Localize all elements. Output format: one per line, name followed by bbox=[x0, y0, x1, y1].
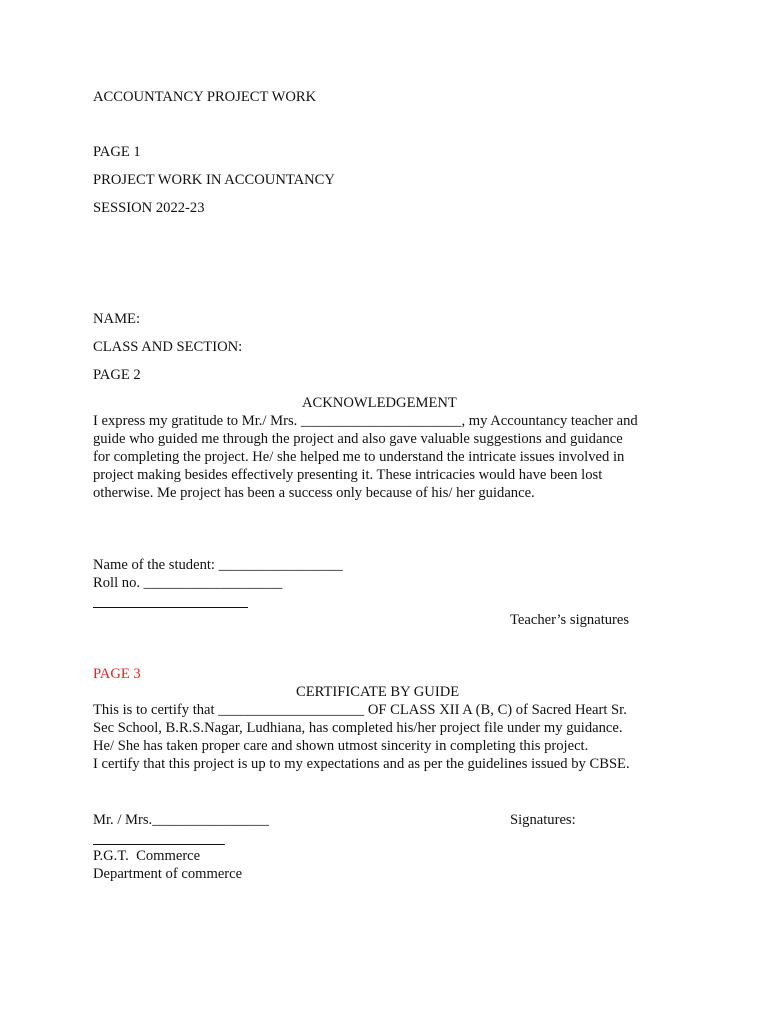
certificate-line: This is to certify that ____________________ OF CLASS XII A (B, C) of Sacred Heart Sr. bbox=[93, 702, 627, 718]
certificate-line: I certify that this project is up to my expectations and as per the guidelines issued by CBSE. bbox=[93, 756, 630, 772]
acknowledgement-line: for completing the project. He/ she helped me to understand the intricate issues involved in bbox=[93, 449, 625, 465]
name-field-label: NAME: bbox=[93, 311, 141, 327]
acknowledgement-line: guide who guided me through the project and also gave valuable suggestions and guidance bbox=[93, 431, 623, 447]
acknowledgement-line: otherwise. Me project has been a success only because of his/ her guidance. bbox=[93, 485, 535, 501]
department-line: Department of commerce bbox=[93, 866, 243, 882]
student-name-line: Name of the student: _________________ bbox=[93, 557, 343, 573]
guide-signature-blank-line bbox=[93, 844, 225, 845]
signature-blank-line bbox=[93, 607, 248, 608]
page-3-label: PAGE 3 bbox=[93, 666, 141, 682]
acknowledgement-line: project making besides effectively presenting it. These intricacies would have been lost bbox=[93, 467, 603, 483]
certificate-heading: CERTIFICATE BY GUIDE bbox=[296, 684, 460, 700]
signatures-label: Signatures: bbox=[510, 812, 576, 828]
guide-name-line: Mr. / Mrs.________________ bbox=[93, 812, 269, 828]
roll-no-line: Roll no. ___________________ bbox=[93, 575, 283, 591]
class-section-label: CLASS AND SECTION: bbox=[93, 339, 243, 355]
teacher-signatures-label: Teacher’s signatures bbox=[510, 612, 630, 628]
page-1-label: PAGE 1 bbox=[93, 144, 141, 160]
project-work-line: PROJECT WORK IN ACCOUNTANCY bbox=[93, 172, 335, 188]
page-2-label: PAGE 2 bbox=[93, 367, 141, 383]
session-line: SESSION 2022-23 bbox=[93, 200, 205, 216]
acknowledgement-line: I express my gratitude to Mr./ Mrs. ______________________, my Accountancy teacher and bbox=[93, 413, 638, 429]
certificate-line: He/ She has taken proper care and shown utmost sincerity in completing this project. bbox=[93, 738, 589, 754]
document-title: ACCOUNTANCY PROJECT WORK bbox=[93, 89, 317, 105]
acknowledgement-heading: ACKNOWLEDGEMENT bbox=[302, 395, 457, 411]
certificate-line: Sec School, B.R.S.Nagar, Ludhiana, has completed his/her project file under my guidance. bbox=[93, 720, 623, 736]
designation-line: P.G.T. Commerce bbox=[93, 848, 201, 864]
